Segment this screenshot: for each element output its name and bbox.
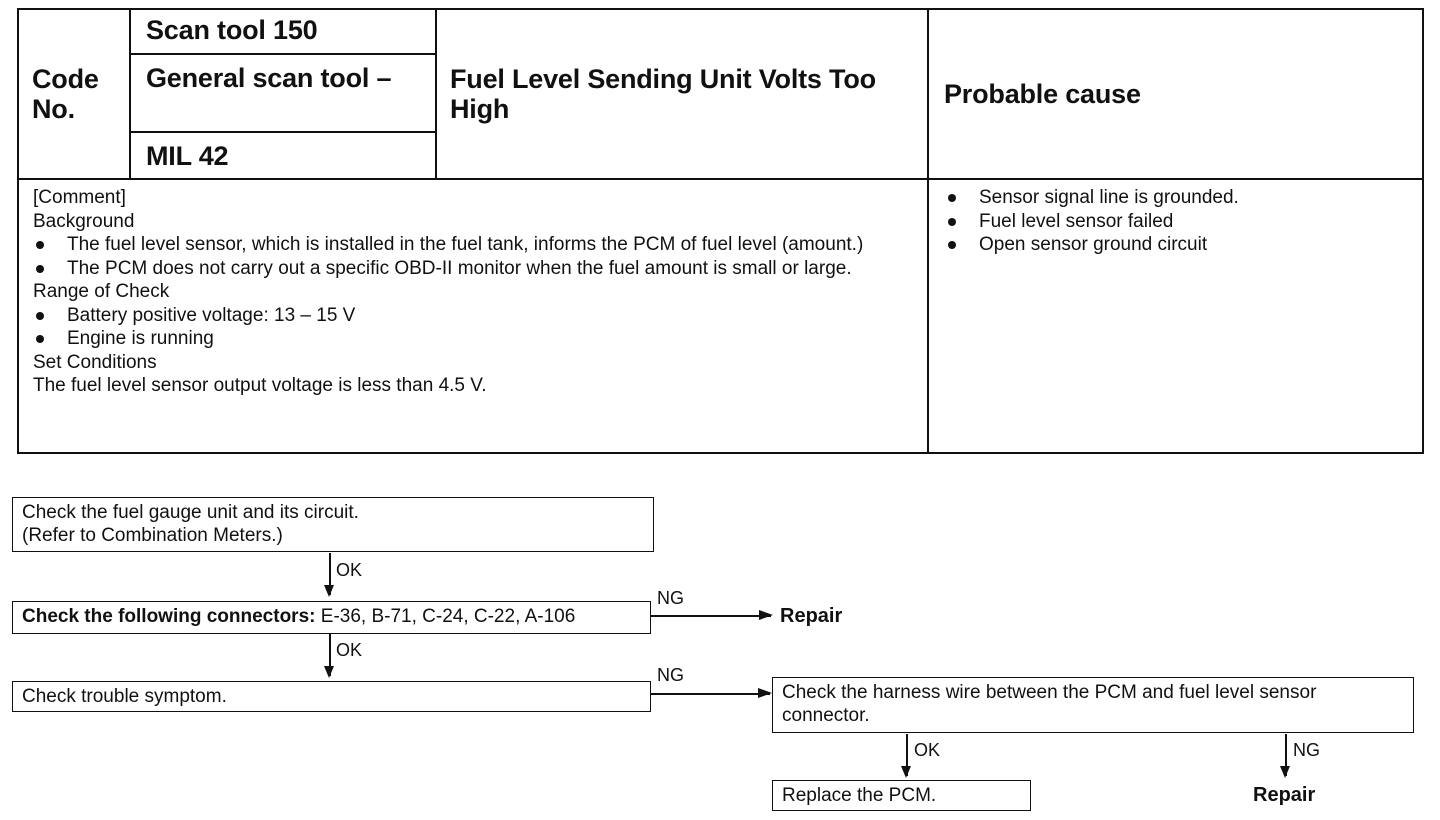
list-item: Open sensor ground circuit [945,233,1415,257]
repair-result: Repair [780,605,843,627]
scan-tool-code: Scan tool 150 [146,15,318,45]
flow-step-check-fuel-gauge: Check the fuel gauge unit and its circuit. (Refer to Combination Meters.) [12,497,654,552]
down-arrow-icon [329,553,331,595]
flow-step-check-connectors: Check the following connectors: E-36, B-71, C-24, C-22, A-106 [12,601,651,634]
set-conditions-heading: Set Conditions [33,351,157,373]
down-arrow-icon [329,634,331,676]
set-conditions-text: The fuel level sensor output voltage is less than 4.5 V. [33,375,487,396]
right-arrow-icon [651,693,770,695]
repair-result: Repair [1253,784,1316,806]
bullet-icon [945,186,979,210]
general-scan-tool-code: General scan tool – [146,63,392,93]
table-divider [17,178,1424,180]
table-divider [129,131,437,133]
list-item: Sensor signal line is grounded. [945,186,1415,210]
ng-label: NG [1293,740,1320,760]
background-heading: Background [33,210,135,232]
list-item: Battery positive voltage: 13 – 15 V [33,304,913,328]
ng-label: NG [657,665,684,685]
bullet-icon [945,210,979,234]
list-item: The PCM does not carry out a specific OBD-II monitor when the fuel amount is small or large. [33,257,913,281]
list-item: Fuel level sensor failed [945,210,1415,234]
range-heading: Range of Check [33,281,170,302]
flow-step-check-harness-wire: Check the harness wire between the PCM and fuel level sensor connector. [772,677,1414,733]
flow-step-check-trouble-symptom: Check trouble symptom. [12,681,651,712]
ok-label: OK [336,560,363,580]
table-divider [435,8,437,180]
comment-label: [Comment] [33,187,126,208]
bullet-icon [33,327,67,351]
ok-label: OK [914,740,941,760]
table-divider [927,8,929,454]
bullet-icon [33,304,67,328]
bullet-icon [945,233,979,257]
list-item: The fuel level sensor, which is installed in the fuel tank, informs the PCM of fuel level (amount.) [33,233,913,257]
right-arrow-icon [651,615,771,617]
code-number-label: Code No. [32,64,99,124]
probable-cause-list [945,186,1415,257]
table-divider [129,8,131,180]
table-divider [129,53,437,55]
down-arrow-icon [906,734,908,776]
bullet-icon [33,257,67,281]
code-title: Fuel Level Sending Unit Volts Too High [450,64,876,124]
down-arrow-icon [1285,734,1287,776]
list-item: Engine is running [33,327,913,351]
ok-label: OK [336,640,363,660]
flow-step-replace-pcm: Replace the PCM. [772,780,1031,811]
ng-label: NG [657,588,684,608]
mil-code: MIL 42 [146,141,229,171]
comment-section [33,186,913,398]
bullet-icon [33,233,67,257]
probable-cause-header: Probable cause [944,79,1141,109]
